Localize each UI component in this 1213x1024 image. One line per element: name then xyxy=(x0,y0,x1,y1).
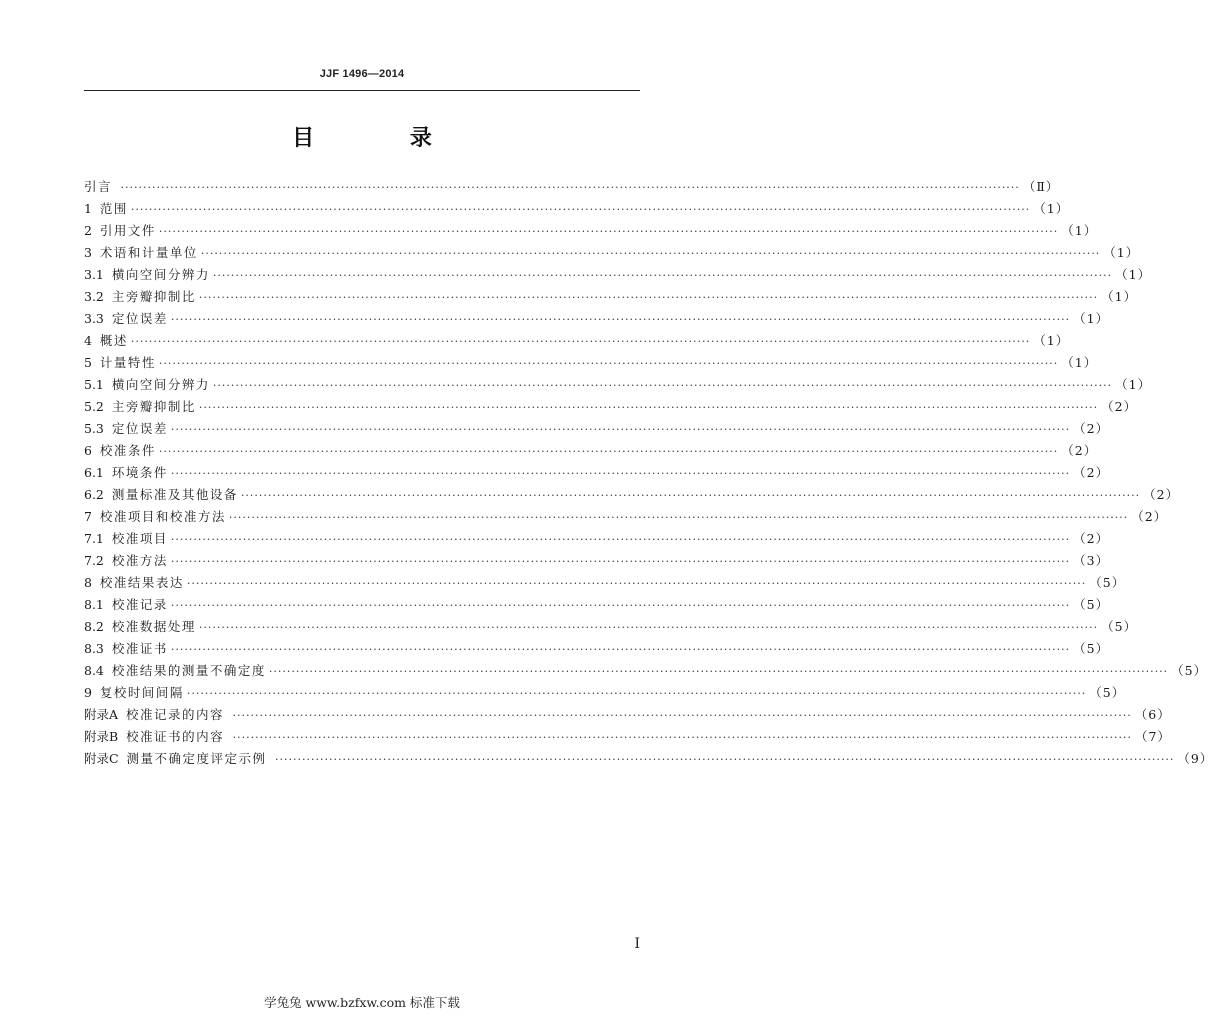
toc-leader-dots: ········································································································································································································ xyxy=(130,335,1031,348)
toc-entry-title: 计量特性 xyxy=(99,355,156,370)
toc-entry-page: （1） xyxy=(1115,267,1152,282)
toc-leader-dots: ········································································································································································································ xyxy=(170,643,1071,656)
toc-entry-page: （5） xyxy=(1171,663,1208,678)
toc-entry-number: 7.1 xyxy=(84,531,112,546)
toc-leader-dots: ········································································································································································································ xyxy=(198,291,1099,304)
toc-entry-number: 5 xyxy=(84,355,100,370)
toc-entry[interactable] xyxy=(84,396,1138,418)
toc-entry-number: 6.1 xyxy=(84,465,112,480)
toc-entry-page: （2） xyxy=(1061,443,1098,458)
toc-entry-number: 8.4 xyxy=(84,663,112,678)
toc-entry[interactable] xyxy=(84,374,1152,396)
toc-entry-number: 6.2 xyxy=(84,487,112,502)
toc-entry-number: 7 xyxy=(84,509,100,524)
toc-entry-title: 校准数据处理 xyxy=(111,619,196,634)
toc-leader-dots: ········································································································································································································ xyxy=(170,555,1071,568)
toc-entry[interactable] xyxy=(84,528,1110,550)
toc-entry-title: 测量不确定度评定示例 xyxy=(126,751,272,766)
toc-entry-page: （1） xyxy=(1101,289,1138,304)
toc-entry-number: 附录C xyxy=(84,751,127,766)
toc-entry-page: （1） xyxy=(1073,311,1110,326)
toc-entry[interactable] xyxy=(84,352,1098,374)
toc-leader-dots: ········································································································································································································ xyxy=(170,423,1071,436)
toc-entry-page: （2） xyxy=(1073,421,1110,436)
toc-entry[interactable] xyxy=(84,440,1098,462)
toc-entry-page: （1） xyxy=(1115,377,1152,392)
toc-leader-dots: ········································································································································································································ xyxy=(170,599,1071,612)
toc-leader-dots: ········································································································································································································ xyxy=(198,401,1099,414)
header-rule xyxy=(84,90,640,91)
toc-entry-number: 1 xyxy=(84,201,100,216)
toc-entry-title: 引言 xyxy=(84,179,118,194)
toc-entry[interactable] xyxy=(84,506,1168,528)
standard-code-header: JJF 1496—2014 xyxy=(319,68,405,80)
toc-entry[interactable] xyxy=(84,286,1138,308)
toc-leader-dots: ········································································································································································································ xyxy=(200,247,1101,260)
toc-entry-number: 2 xyxy=(84,223,100,238)
toc-entry-title: 校准证书的内容 xyxy=(126,729,230,744)
toc-entry-number: 5.1 xyxy=(84,377,112,392)
toc-entry-title: 校准证书 xyxy=(111,641,168,656)
toc-entry-title: 定位误差 xyxy=(111,311,168,326)
toc-entry[interactable] xyxy=(84,550,1110,572)
toc-leader-dots: ········································································································································································································ xyxy=(158,357,1059,370)
toc-entry[interactable] xyxy=(84,704,1171,726)
page-title: 目 录 xyxy=(292,125,476,151)
toc-entry-number: 8.1 xyxy=(84,597,112,612)
toc-entry-page: （5） xyxy=(1089,575,1126,590)
toc-entry-number: 7.2 xyxy=(84,553,112,568)
toc-entry[interactable] xyxy=(84,242,1140,264)
toc-leader-dots: ········································································································································································································ xyxy=(268,665,1169,678)
toc-entry-title: 校准结果的测量不确定度 xyxy=(111,663,266,678)
toc-entry-number: 9 xyxy=(84,685,100,700)
toc-entry-title: 主旁瓣抑制比 xyxy=(111,399,196,414)
toc-entry-number: 3.1 xyxy=(84,267,112,282)
toc-entry-number: 8.2 xyxy=(84,619,112,634)
toc-leader-dots: ········································································································································································································ xyxy=(186,687,1087,700)
toc-entry-title: 测量标准及其他设备 xyxy=(111,487,238,502)
toc-leader-dots: ········································································································································································································ xyxy=(170,467,1071,480)
toc-entry-number: 3 xyxy=(84,245,100,260)
toc-entry-page: （1） xyxy=(1103,245,1140,260)
toc-entry-title: 概述 xyxy=(99,333,128,348)
toc-entry[interactable] xyxy=(84,198,1070,220)
toc-entry-title: 引用文件 xyxy=(99,223,156,238)
toc-entry[interactable] xyxy=(84,660,1208,682)
toc-entry[interactable] xyxy=(84,726,1171,748)
toc-entry-page: （1） xyxy=(1033,333,1070,348)
table-of-contents xyxy=(84,176,1213,770)
toc-entry-title: 校准记录 xyxy=(111,597,168,612)
toc-entry-page: （Ⅱ） xyxy=(1022,179,1060,194)
toc-entry-title: 校准方法 xyxy=(111,553,168,568)
toc-entry-page: （5） xyxy=(1073,641,1110,656)
toc-leader-dots: ········································································································································································································ xyxy=(130,203,1031,216)
toc-entry[interactable] xyxy=(84,616,1138,638)
toc-entry-title: 范围 xyxy=(99,201,128,216)
toc-entry[interactable] xyxy=(84,594,1110,616)
toc-entry[interactable] xyxy=(84,748,1213,770)
toc-entry-page: （5） xyxy=(1073,597,1110,612)
page-number: I xyxy=(634,936,640,952)
toc-entry-number: 5.2 xyxy=(84,399,112,414)
toc-entry[interactable] xyxy=(84,330,1070,352)
toc-entry-number: 8 xyxy=(84,575,100,590)
toc-entry-number: 6 xyxy=(84,443,100,458)
toc-entry-page: （7） xyxy=(1134,729,1171,744)
toc-entry-title: 主旁瓣抑制比 xyxy=(111,289,196,304)
toc-leader-dots: ········································································································································································································ xyxy=(212,269,1113,282)
toc-entry-page: （1） xyxy=(1033,201,1070,216)
toc-entry-page: （3） xyxy=(1073,553,1110,568)
toc-entry-number: 附录A xyxy=(84,707,126,722)
toc-entry-number: 附录B xyxy=(84,729,127,744)
toc-entry-title: 校准条件 xyxy=(99,443,156,458)
toc-leader-dots: ········································································································································································································ xyxy=(170,533,1071,546)
toc-leader-dots: ········································································································································································································ xyxy=(232,731,1132,744)
toc-entry[interactable] xyxy=(84,572,1126,594)
toc-entry-number: 4 xyxy=(84,333,100,348)
toc-entry-page: （2） xyxy=(1073,531,1110,546)
toc-leader-dots: ········································································································································································································ xyxy=(240,489,1141,502)
toc-leader-dots: ········································································································································································································ xyxy=(158,225,1059,238)
toc-leader-dots: ········································································································································································································ xyxy=(170,313,1071,326)
toc-entry[interactable] xyxy=(84,418,1110,440)
toc-entry[interactable] xyxy=(84,264,1152,286)
toc-entry[interactable] xyxy=(84,682,1126,704)
toc-entry-title: 校准项目和校准方法 xyxy=(99,509,226,524)
toc-entry-number: 8.3 xyxy=(84,641,112,656)
toc-entry-page: （2） xyxy=(1073,465,1110,480)
toc-entry-page: （1） xyxy=(1061,355,1098,370)
toc-leader-dots: ········································································································································································································ xyxy=(158,445,1059,458)
toc-leader-dots: ········································································································································································································ xyxy=(232,709,1132,722)
toc-entry-page: （2） xyxy=(1101,399,1138,414)
toc-entry-page: （5） xyxy=(1089,685,1126,700)
footer-watermark-text: 学兔兔 www.bzfxw.com 标准下载 xyxy=(264,995,460,1010)
toc-entry[interactable] xyxy=(84,220,1098,242)
toc-entry-title: 复校时间间隔 xyxy=(99,685,184,700)
toc-entry-page: （9） xyxy=(1177,751,1213,766)
toc-entry-page: （2） xyxy=(1143,487,1180,502)
toc-leader-dots: ········································································································································································································ xyxy=(275,753,1175,766)
toc-leader-dots: ········································································································································································································ xyxy=(120,181,1020,194)
toc-entry[interactable] xyxy=(84,308,1110,330)
toc-entry-page: （5） xyxy=(1101,619,1138,634)
toc-leader-dots: ········································································································································································································ xyxy=(186,577,1087,590)
toc-leader-dots: ········································································································································································································ xyxy=(212,379,1113,392)
toc-entry[interactable] xyxy=(84,638,1110,660)
toc-entry-title: 术语和计量单位 xyxy=(99,245,198,260)
toc-entry-page: （6） xyxy=(1134,707,1171,722)
toc-entry-number: 3.2 xyxy=(84,289,112,304)
toc-entry-page: （1） xyxy=(1061,223,1098,238)
toc-entry-number: 5.3 xyxy=(84,421,112,436)
toc-leader-dots: ········································································································································································································ xyxy=(198,621,1099,634)
toc-leader-dots: ········································································································································································································ xyxy=(228,511,1129,524)
toc-entry-title: 校准结果表达 xyxy=(99,575,184,590)
toc-entry[interactable] xyxy=(84,176,1060,198)
toc-entry[interactable] xyxy=(84,462,1110,484)
toc-entry-title: 横向空间分辨力 xyxy=(111,377,210,392)
toc-entry-page: （2） xyxy=(1131,509,1168,524)
toc-entry-title: 校准项目 xyxy=(111,531,168,546)
toc-entry-title: 环境条件 xyxy=(111,465,168,480)
toc-entry-title: 定位误差 xyxy=(111,421,168,436)
toc-entry-title: 校准记录的内容 xyxy=(125,707,230,722)
toc-entry-title: 横向空间分辨力 xyxy=(111,267,210,282)
toc-entry[interactable] xyxy=(84,484,1180,506)
toc-entry-number: 3.3 xyxy=(84,311,112,326)
